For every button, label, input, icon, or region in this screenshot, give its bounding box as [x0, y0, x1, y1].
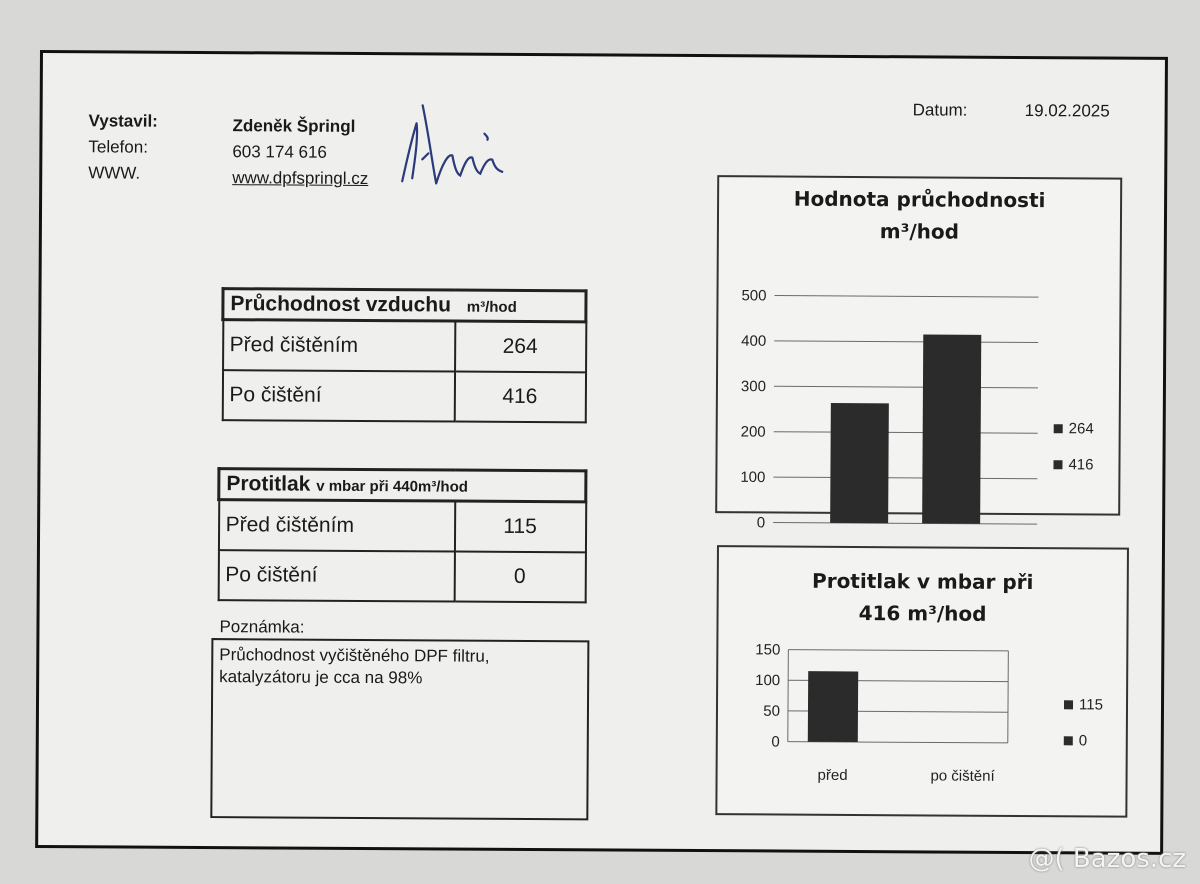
backpressure-subtitle: v mbar při 440m³/hod: [316, 477, 468, 496]
y-tick-label: 0: [756, 514, 766, 532]
issued-by-label: Vystavil:: [88, 111, 158, 131]
y-tick-label: 50: [763, 702, 781, 720]
web-link[interactable]: www.dpfspringl.cz: [232, 168, 369, 189]
y-tick-label: 300: [740, 378, 767, 396]
table-row: [223, 320, 586, 373]
report-sheet: [35, 50, 1168, 855]
legend-swatch: [1064, 700, 1073, 709]
backpressure-table: [217, 467, 588, 603]
bar: [830, 403, 889, 523]
legend-label: 264: [1068, 420, 1094, 438]
x-tick-label: před: [817, 766, 848, 784]
legend-swatch: [1054, 424, 1063, 433]
grid-line: [774, 386, 1038, 388]
bar: [922, 335, 981, 524]
watermark: @( Bazos.cz: [1028, 844, 1186, 874]
row-value: 416: [454, 372, 585, 423]
date-value: 19.02.2025: [1024, 101, 1110, 121]
signature: [392, 93, 523, 194]
legend-swatch: [1053, 460, 1062, 469]
table-row: [218, 550, 585, 602]
airflow-table-header: [223, 289, 586, 322]
airflow-table: [221, 287, 588, 423]
y-tick-label: 0: [771, 733, 780, 751]
frame-line: [1008, 651, 1009, 743]
date-label: Datum:: [912, 100, 968, 120]
y-tick-label: 400: [741, 332, 767, 350]
web-label: WWW.: [88, 163, 141, 183]
note-label: Poznámka:: [219, 617, 305, 637]
grid-line: [774, 341, 1038, 343]
chart-title-line1: Protitlak v mbar při: [812, 568, 1034, 595]
table-row: [218, 500, 585, 553]
grid-line: [773, 477, 1037, 479]
phone-value: 603 174 616: [232, 142, 327, 162]
chart-title-line1: Hodnota průchodnosti: [793, 186, 1046, 213]
row-value: 115: [454, 501, 585, 552]
airflow-unit: m³/hod: [466, 298, 517, 316]
airflow-chart-panel: [715, 175, 1122, 532]
table-row: [222, 370, 585, 422]
phone-label: Telefon:: [88, 137, 149, 157]
chart-title-line2: 416 m³/hod: [858, 601, 987, 626]
issuer-name: Zdeněk Špringl: [232, 116, 356, 136]
y-tick-label: 200: [740, 423, 766, 441]
legend-label: 0: [1078, 732, 1088, 750]
grid-line: [773, 522, 1037, 524]
legend-label: 115: [1078, 696, 1103, 714]
grid-line: [775, 295, 1039, 297]
legend-swatch: [1064, 736, 1073, 745]
backpressure-table-header: [219, 469, 586, 502]
backpressure-chart: [717, 547, 1127, 815]
backpressure-title: Protitlak: [226, 472, 311, 496]
airflow-chart: [717, 177, 1120, 532]
row-label: Před čištěním: [223, 320, 455, 372]
row-value: 0: [454, 552, 585, 603]
y-tick-label: 150: [755, 641, 781, 659]
grid-line: [788, 650, 1008, 651]
backpressure-chart-panel: [715, 545, 1129, 818]
row-label: Před čištěním: [218, 500, 454, 552]
note-box: Průchodnost vyčištěného DPF filtru, katalyzátoru je cca na 98%: [210, 638, 589, 820]
bar: [808, 671, 858, 742]
airflow-title: Průchodnost vzduchu: [230, 292, 452, 317]
row-label: Po čištění: [218, 550, 454, 601]
x-tick-label: po čištění: [930, 767, 995, 785]
row-label: Po čištění: [222, 370, 454, 421]
y-tick-label: 100: [755, 672, 781, 690]
grid-line: [774, 432, 1038, 434]
y-axis: [788, 650, 789, 742]
chart-title-line2: m³/hod: [879, 219, 960, 244]
row-value: 264: [455, 321, 586, 372]
legend-label: 416: [1068, 456, 1094, 474]
y-tick-label: 100: [740, 468, 766, 487]
y-tick-label: 500: [741, 287, 767, 305]
